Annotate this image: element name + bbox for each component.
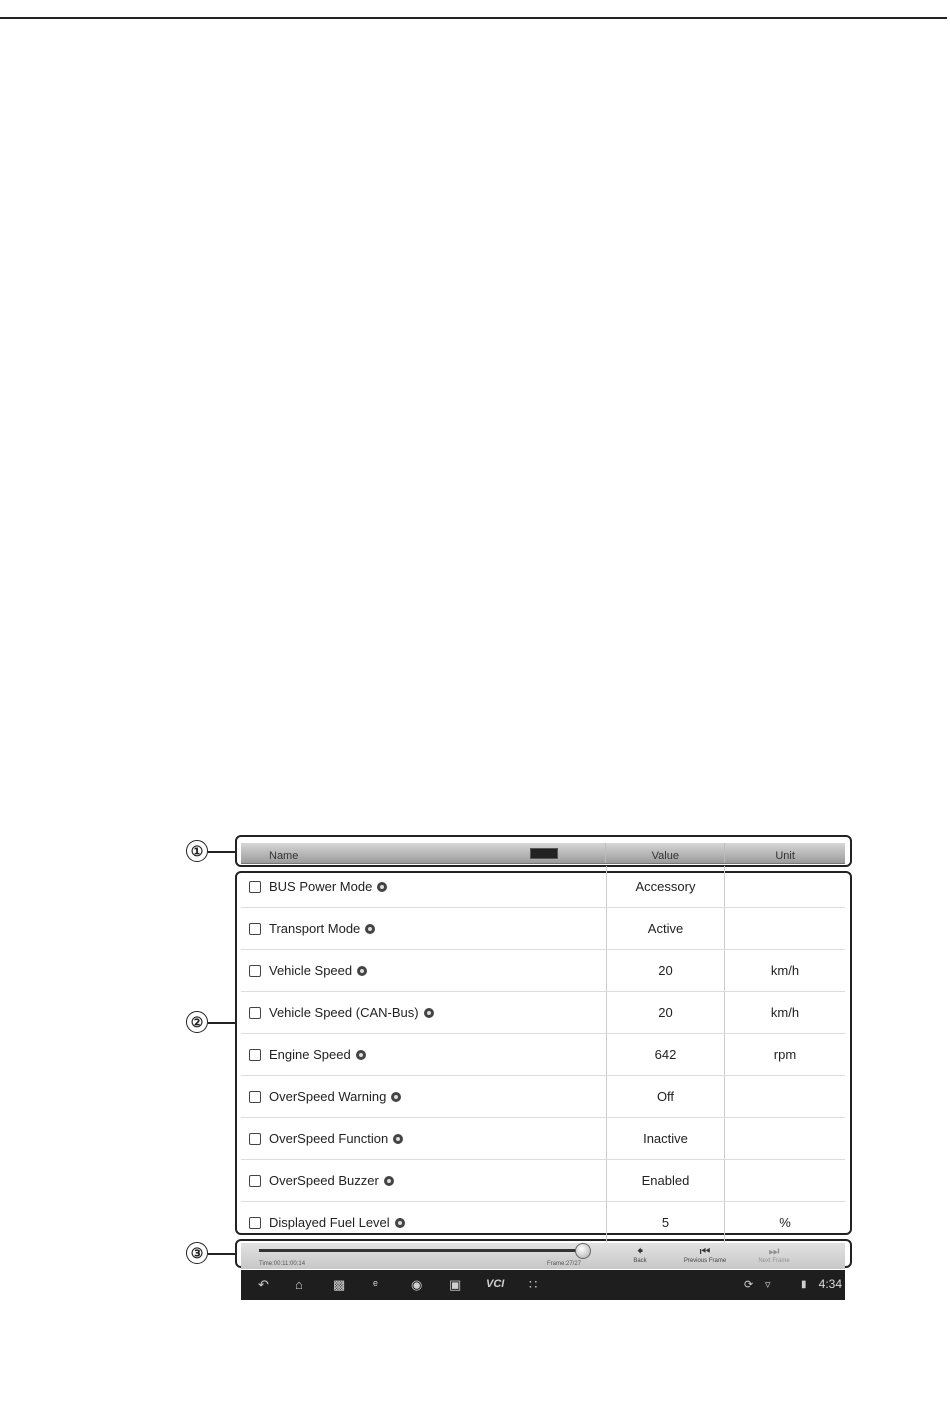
item-unit: km/h: [770, 963, 800, 978]
column-header-bar: [241, 843, 845, 864]
item-name: Transport Mode: [269, 921, 361, 936]
column-header-unit[interactable]: Unit: [775, 850, 795, 862]
item-unit: %: [779, 1215, 791, 1230]
page-top-rule: [0, 17, 947, 19]
frame-label: Frame:27/27: [547, 1261, 582, 1267]
next-frame-button[interactable]: ⏭ Next Frame: [744, 1244, 804, 1264]
callout-3-leader: [208, 1253, 236, 1255]
checkbox[interactable]: [249, 881, 261, 893]
android-navigation-bar: [241, 1270, 845, 1300]
menu-handle-icon[interactable]: [530, 848, 558, 859]
skip-next-icon: ⏭: [768, 1244, 780, 1258]
callout-2-leader: [208, 1022, 236, 1024]
list-item[interactable]: [241, 908, 845, 950]
item-value: Accessory: [607, 866, 725, 907]
item-name: OverSpeed Buzzer: [269, 1173, 379, 1188]
item-value: 20: [607, 950, 725, 991]
item-unit: [725, 866, 845, 907]
list-item[interactable]: [241, 950, 845, 992]
help-icon[interactable]: [391, 1092, 401, 1102]
home-icon[interactable]: ⌂: [295, 1277, 303, 1292]
frame-slider-track[interactable]: [259, 1249, 584, 1252]
back-icon[interactable]: ↶: [258, 1277, 269, 1292]
checkbox[interactable]: [249, 1133, 261, 1145]
item-name: OverSpeed Warning: [269, 1089, 387, 1104]
help-icon[interactable]: [424, 1008, 434, 1018]
browser-icon[interactable]: ᵉ: [373, 1277, 378, 1292]
help-icon[interactable]: [365, 924, 375, 934]
back-arrow-icon: 🠸: [636, 1244, 644, 1258]
previous-frame-button[interactable]: ⏮ Previous Frame: [675, 1244, 735, 1264]
item-name: BUS Power Mode: [269, 879, 373, 894]
callout-2: ②: [186, 1011, 208, 1033]
item-value: Enabled: [607, 1160, 725, 1201]
battery-icon: ▮: [801, 1279, 807, 1290]
help-icon[interactable]: [395, 1218, 405, 1228]
status-clock: 4:34: [818, 1277, 842, 1291]
help-icon[interactable]: [384, 1176, 394, 1186]
item-value: 642: [607, 1034, 725, 1075]
item-name: Vehicle Speed: [269, 963, 353, 978]
sync-icon: ⟳: [744, 1279, 754, 1291]
vci-icon[interactable]: VCI: [486, 1278, 505, 1290]
item-unit: [725, 1118, 845, 1159]
item-value: 5: [607, 1202, 725, 1243]
callout-1: ①: [186, 840, 208, 862]
checkbox[interactable]: [249, 1217, 261, 1229]
data-stream-list: [241, 866, 845, 1243]
item-unit: [725, 908, 845, 949]
checkbox[interactable]: [249, 1091, 261, 1103]
display-icon[interactable]: ▣: [449, 1277, 462, 1292]
item-name: Vehicle Speed (CAN-Bus): [269, 1005, 419, 1020]
apps-grid-icon[interactable]: ∷: [529, 1277, 538, 1292]
help-icon[interactable]: [356, 1050, 366, 1060]
recent-apps-icon[interactable]: ▩: [333, 1277, 346, 1292]
callout-1-leader: [208, 851, 236, 853]
checkbox[interactable]: [249, 923, 261, 935]
item-unit: km/h: [770, 1005, 800, 1020]
camera-icon[interactable]: ◉: [411, 1277, 423, 1292]
list-item[interactable]: [241, 866, 845, 908]
list-item[interactable]: [241, 1034, 845, 1076]
list-item[interactable]: [241, 1118, 845, 1160]
time-label: Time:00:11:00:14: [259, 1261, 306, 1267]
item-name: OverSpeed Function: [269, 1131, 389, 1146]
wifi-icon: ▿: [765, 1279, 771, 1291]
item-value: Inactive: [607, 1118, 725, 1159]
list-item[interactable]: [241, 1160, 845, 1202]
skip-previous-icon: ⏮: [699, 1244, 711, 1258]
help-icon[interactable]: [377, 882, 387, 892]
item-name: Engine Speed: [269, 1047, 351, 1062]
item-unit: [725, 1076, 845, 1117]
playback-toolbar: [241, 1243, 845, 1269]
column-header-value[interactable]: Value: [606, 843, 725, 863]
column-header-name[interactable]: Name: [241, 843, 606, 863]
item-unit: [725, 1160, 845, 1201]
checkbox[interactable]: [249, 1049, 261, 1061]
help-icon[interactable]: [393, 1134, 403, 1144]
item-name: Displayed Fuel Level: [269, 1215, 390, 1230]
item-value: 20: [607, 992, 725, 1033]
item-value: Off: [607, 1076, 725, 1117]
list-item[interactable]: [241, 992, 845, 1034]
help-icon[interactable]: [357, 966, 367, 976]
callout-3: ③: [186, 1242, 208, 1264]
checkbox[interactable]: [249, 1007, 261, 1019]
frame-slider-thumb[interactable]: [575, 1243, 591, 1259]
checkbox[interactable]: [249, 965, 261, 977]
list-item[interactable]: [241, 1076, 845, 1118]
item-unit: rpm: [773, 1047, 797, 1062]
checkbox[interactable]: [249, 1175, 261, 1187]
item-value: Active: [607, 908, 725, 949]
back-button[interactable]: 🠸 Back: [610, 1244, 670, 1264]
list-item[interactable]: [241, 1202, 845, 1243]
